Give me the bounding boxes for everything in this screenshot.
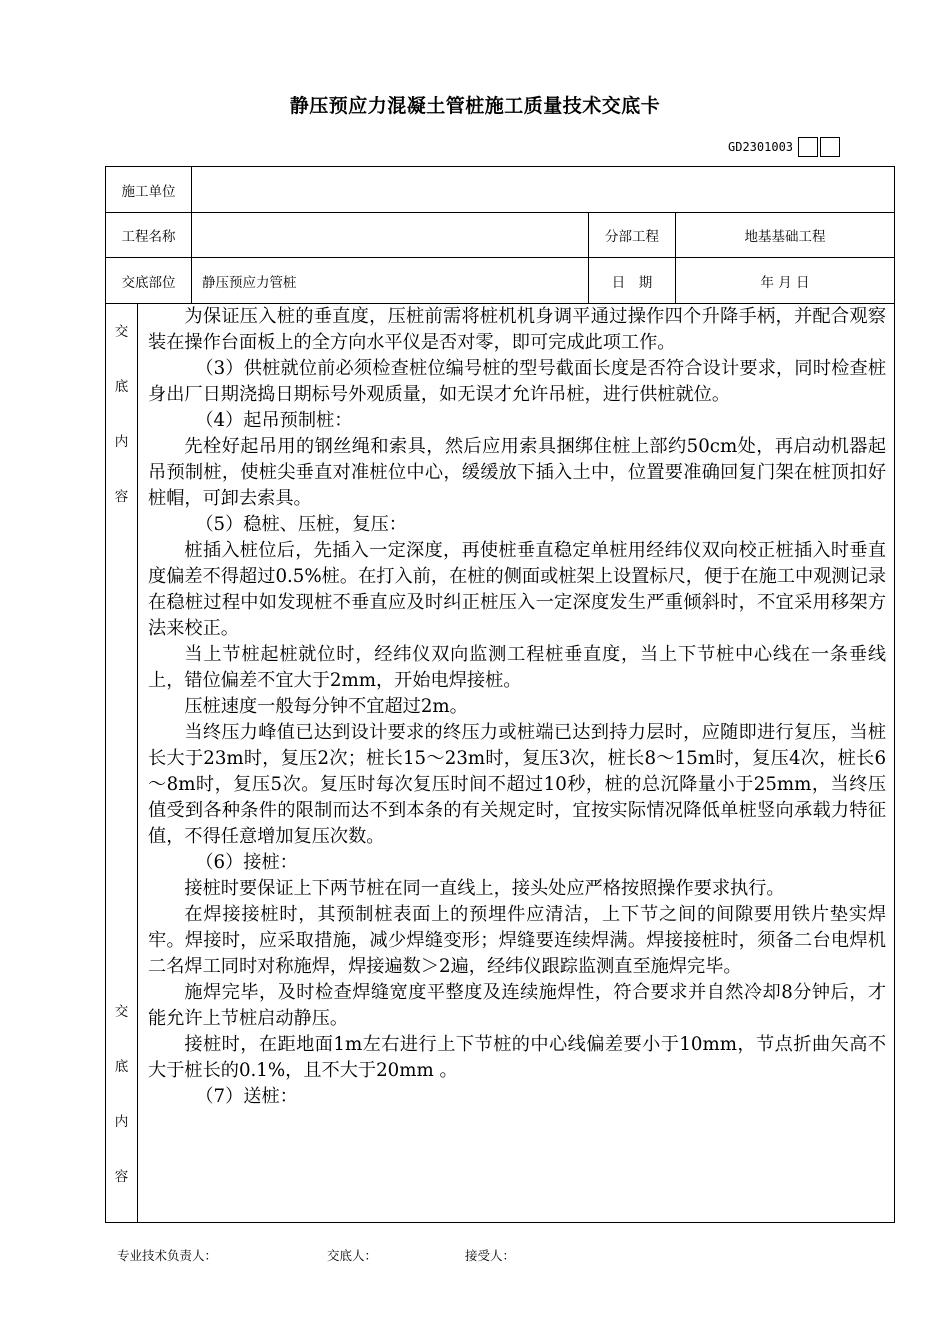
section-heading: （6）接桩：	[195, 852, 298, 873]
section-heading: （7）送桩：	[195, 1086, 298, 1107]
project-value[interactable]	[192, 213, 589, 258]
disclosure-table	[105, 166, 895, 1223]
date-label: 日 期	[589, 258, 676, 304]
content-paragraph: 压桩速度一般每分钟不宜超过2m。	[184, 696, 468, 717]
division-label: 分部工程	[589, 213, 676, 258]
content-body	[138, 304, 895, 1223]
project-label: 工程名称	[106, 213, 192, 258]
content-paragraph: 施焊完毕，及时检查焊缝宽度平整度及连续施焊性，符合要求并自然冷却8分钟后，才能允许上节桩启动静压。	[148, 982, 887, 1029]
content-paragraph: 桩插入桩位后，先插入一定深度，再使桩垂直稳定单桩用经纬仪双向校正桩插入时垂直度偏差不得超过0.5%桩。在打入前，在桩的侧面或桩架上设置标尺，便于在施工中观测记录在稳桩过程中如发现桩不垂直应及时纠正桩压入一定深度发生严重倾斜时，不宜采用移架方法来校正。	[148, 540, 887, 639]
receiver-signature: 接受人：	[465, 1248, 516, 1263]
code-checkbox-1[interactable]	[798, 137, 818, 157]
content-paragraph: 当终压力峰值已达到设计要求的终压力或桩端已达到持力层时，应随即进行复压，当桩长大于23m时，复压2次；桩长15～23m时，复压3次，桩长8～15m时，复压4次，桩长6～8m时，复压5次。复压时每次复压时间不超过10秒，桩的总沉降量小于25mm，当终压值受到各种条件的限制而达不到本条的有关规定时，宜按实际情况降低单桩竖向承载力特征值，不得任意增加复压次数。	[148, 722, 887, 847]
side-char: 容	[114, 489, 129, 505]
side-char: 内	[114, 1114, 129, 1130]
side-char: 交	[114, 324, 129, 340]
section-heading: （4）起吊预制桩：	[195, 410, 353, 431]
part-value[interactable]: 静压预应力管桩	[192, 258, 589, 304]
tech-lead-signature: 专业技术负责人：	[117, 1248, 218, 1263]
date-value[interactable]: 年 月 日	[676, 258, 895, 304]
content-paragraph: （3）供桩就位前必须检查桩位编号桩的型号截面长度是否符合设计要求，同时检查桩身出厂日期浇捣日期标号外观质量，如无误才允许吊桩，进行供桩就位。	[148, 358, 887, 405]
unit-value[interactable]	[192, 167, 895, 213]
side-char: 交	[114, 1004, 129, 1020]
row-project	[106, 213, 895, 258]
row-content	[106, 304, 895, 1223]
unit-label: 施工单位	[106, 167, 192, 213]
side-char: 底	[114, 379, 129, 395]
content-paragraph: 先栓好起吊用的钢丝绳和索具，然后应用索具捆绑住桩上部约50cm处，再启动机器起吊预制桩，使桩尖垂直对准桩位中心，缓缓放下插入土中，位置要准确回复门架在桩顶扣好桩帽，可卸去索具。	[148, 436, 887, 509]
division-value[interactable]: 地基基础工程	[676, 213, 895, 258]
row-part	[106, 258, 895, 304]
row-unit	[106, 167, 895, 213]
document-title: 静压预应力混凝土管桩施工质量技术交底卡	[289, 95, 661, 117]
content-paragraph: 当上节桩起桩就位时，经纬仪双向监测工程桩垂直度，当上下节桩中心线在一条垂线上，错位偏差不宜大于2mm，开始电焊接桩。	[148, 644, 887, 691]
content-paragraph: 在焊接接桩时，其预制桩表面上的预埋件应清洁，上下节之间的间隙要用铁片垫实焊牢。焊接时，应采取措施，减少焊缝变形；焊缝要连续焊满。焊接接桩时，须备二台电焊机二名焊工同时对称施焊，焊接遍数＞2遍，经纬仪跟踪监测直至施焊完毕。	[148, 904, 887, 977]
document-code-block	[728, 137, 840, 157]
part-label: 交底部位	[106, 258, 192, 304]
document-code: GD2301003	[728, 140, 794, 154]
side-char: 内	[114, 434, 129, 450]
side-char: 底	[114, 1059, 129, 1075]
side-label-bottom	[106, 1002, 137, 1222]
content-paragraph: 接桩时要保证上下两节桩在同一直线上，接头处应严格按照操作要求执行。	[184, 878, 785, 899]
content-paragraph: 接桩时，在距地面1m左右进行上下节桩的中心线偏差要小于10mm，节点折曲矢高不大于桩长的0.1%，且不大于20mm 。	[148, 1034, 887, 1081]
section-heading: （5）稳桩、压桩，复压：	[195, 514, 407, 535]
content-paragraph: 为保证压入桩的垂直度，压桩前需将桩机机身调平通过操作四个升降手柄，并配合观察装在操作台面板上的全方向水平仪是否对零，即可完成此项工作。	[148, 306, 887, 353]
side-label-top	[106, 304, 137, 542]
side-char: 容	[114, 1169, 129, 1185]
discloser-signature: 交底人：	[327, 1248, 378, 1263]
content-side-label	[106, 304, 138, 1223]
code-checkbox-2[interactable]	[820, 137, 840, 157]
